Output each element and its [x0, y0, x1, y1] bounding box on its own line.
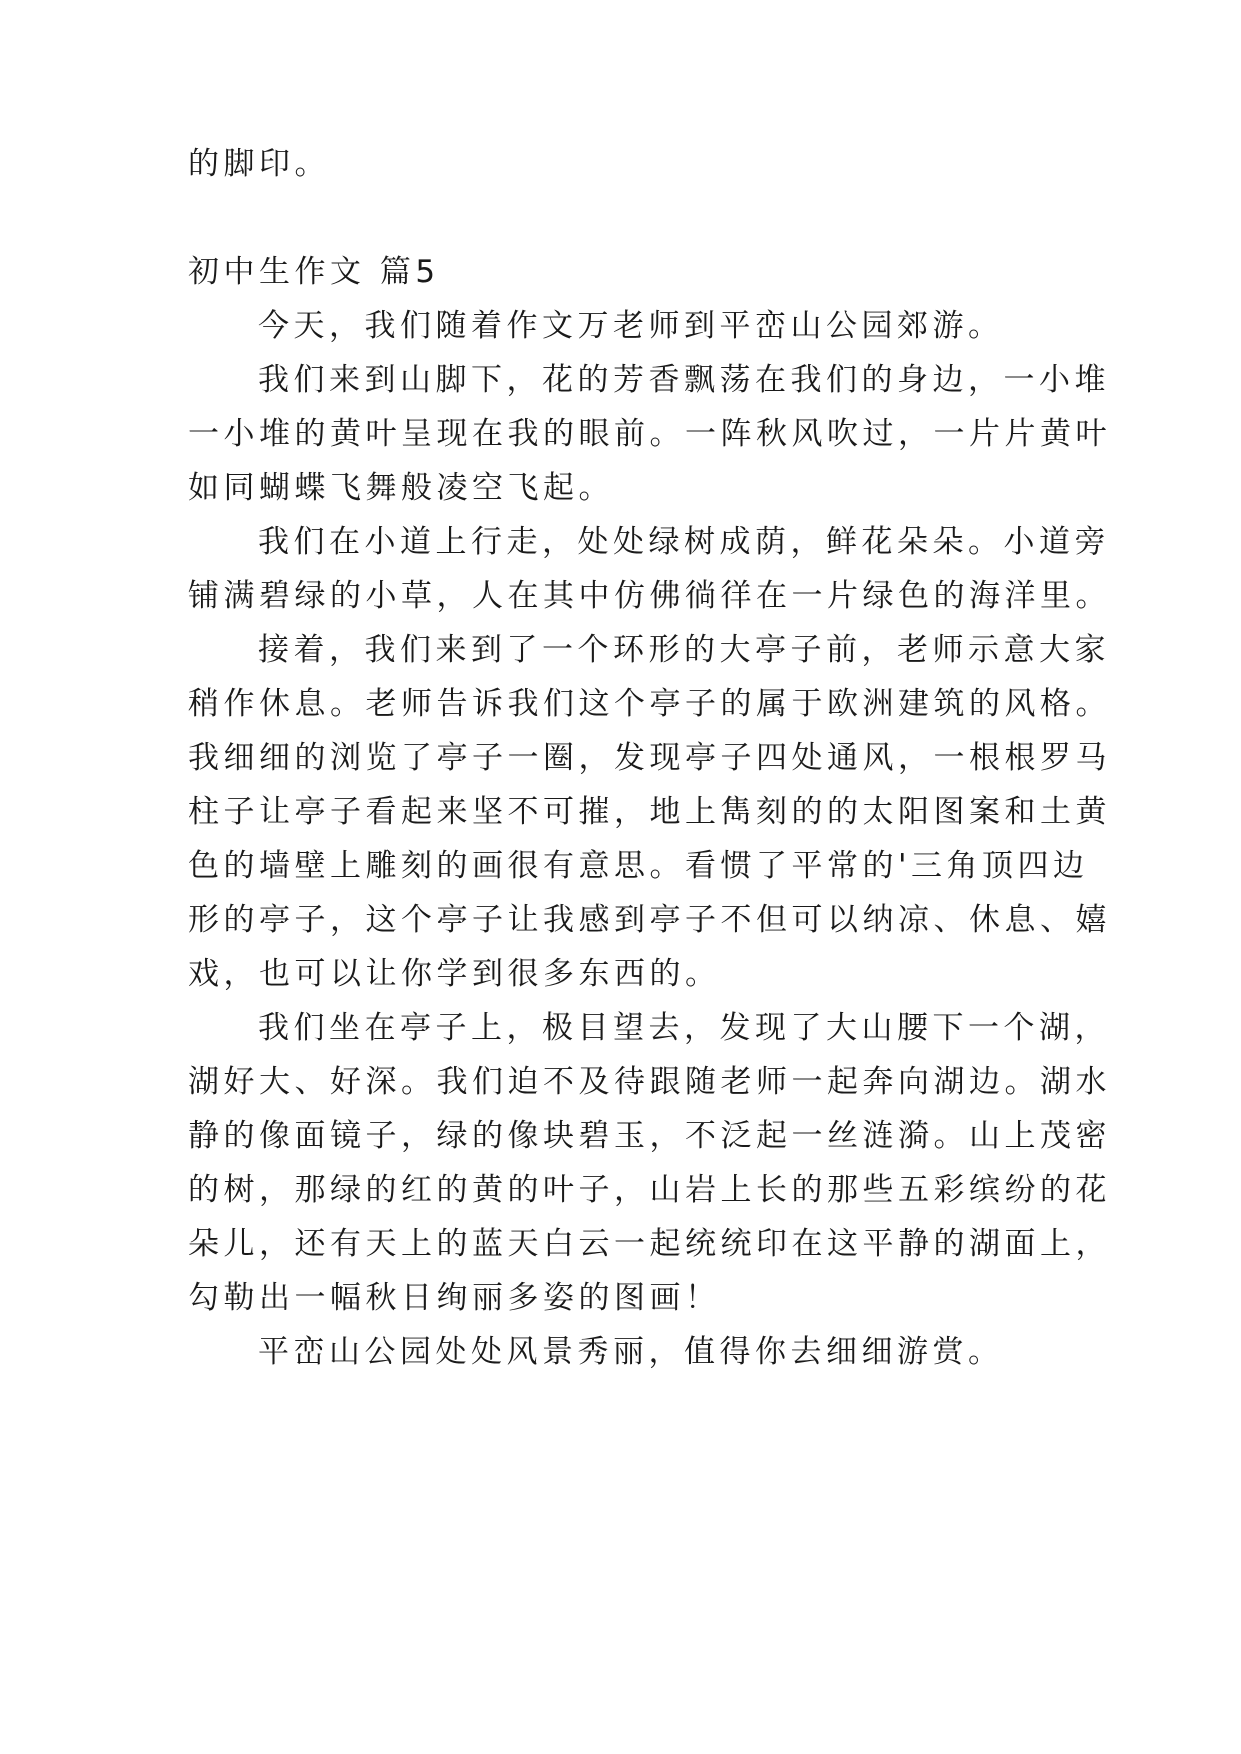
paragraph-line: 形的亭子，这个亭子让我感到亭子不但可以纳凉、休息、嬉 [188, 902, 1111, 938]
paragraph-line: 我们坐在亭子上，极目望去，发现了大山腰下一个湖， [258, 1010, 1110, 1046]
paragraph-line: 接着，我们来到了一个环形的大亭子前，老师示意大家 [258, 632, 1110, 668]
paragraph-line: 我们在小道上行走，处处绿树成荫，鲜花朵朵。小道旁 [258, 524, 1110, 560]
paragraph-line: 一小堆的黄叶呈现在我的眼前。一阵秋风吹过，一片片黄叶 [188, 416, 1111, 452]
paragraph-line: 静的像面镜子，绿的像块碧玉，不泛起一丝涟漪。山上茂密 [188, 1118, 1111, 1154]
paragraph-line: 朵儿，还有天上的蓝天白云一起统统印在这平静的湖面上， [188, 1226, 1111, 1262]
paragraph-line: 戏，也可以让你学到很多东西的。 [188, 956, 721, 992]
paragraph-line: 平峦山公园处处风景秀丽，值得你去细细游赏。 [258, 1334, 1004, 1370]
paragraph-line: 勾勒出一幅秋日绚丽多姿的图画！ [188, 1280, 721, 1316]
paragraph-line: 我细细的浏览了亭子一圈，发现亭子四处通风，一根根罗马 [188, 740, 1111, 776]
paragraph-line: 如同蝴蝶飞舞般凌空飞起。 [188, 470, 614, 506]
paragraph-line: 稍作休息。老师告诉我们这个亭子的属于欧洲建筑的风格。 [188, 686, 1111, 722]
paragraph-line: 铺满碧绿的小草，人在其中仿佛徜徉在一片绿色的海洋里。 [188, 578, 1111, 614]
paragraph-line: 柱子让亭子看起来坚不可摧，地上雋刻的的太阳图案和土黄 [188, 794, 1111, 830]
paragraph-line: 色的墙壁上雕刻的画很有意思。看惯了平常的'三角顶四边 [188, 848, 1089, 884]
paragraph-line: 的树，那绿的红的黄的叶子，山岩上长的那些五彩缤纷的花 [188, 1172, 1111, 1208]
paragraph-line: 今天，我们随着作文万老师到平峦山公园郊游。 [258, 308, 1004, 344]
continuation-text: 的脚印。 [188, 146, 330, 182]
section-title: 初中生作文 篇5 [188, 254, 440, 290]
paragraph-line: 我们来到山脚下，花的芳香飘荡在我们的身边，一小堆 [258, 362, 1110, 398]
paragraph-line: 湖好大、好深。我们迫不及待跟随老师一起奔向湖边。湖水 [188, 1064, 1111, 1100]
